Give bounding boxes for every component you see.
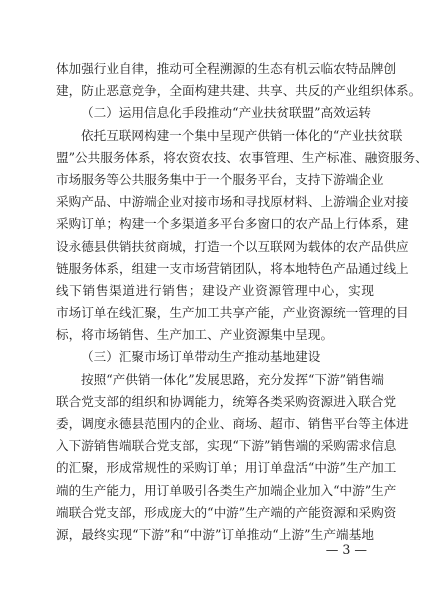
text-line: 盟”公共服务体系，将农资农技、农事管理、生产标准、融资服务、 xyxy=(56,149,428,165)
text-line: 入下游销售端联合党支部，实现“下游”销售端的采购需求信息 xyxy=(56,438,397,454)
page-number: — 3 — xyxy=(325,542,367,557)
text-line: 委，调度永德县范围内的企业、商场、超市、销售平台等主体进 xyxy=(56,416,409,431)
text-line: 线下销售渠道进行销售；建设产业资源管理中心，实现 xyxy=(56,282,374,298)
text-line: 联合党支部的组织和协调能力，统筹各类采购资源进入联合党 xyxy=(56,393,397,409)
section-heading: （三）汇聚市场订单带动生产推动基地建设 xyxy=(81,349,321,365)
text-line: 体加强行业自律，推动可全程溯源的生态有机云临农特品牌创 xyxy=(56,61,397,76)
text-line: 的汇聚，形成常规性的采购订单；用订单盘活“中游”生产加工 xyxy=(56,460,397,476)
paragraph-section-3 xyxy=(56,369,409,547)
section-heading-2 xyxy=(56,102,374,124)
text-line: 源，最终实现“下游”和“中游”订单推动“上游”生产端基地 xyxy=(56,526,374,542)
text-line: 设永德县供销扶贫商城，打造一个以互联网为载体的农产品供应 xyxy=(56,238,409,254)
text-line: 标，将市场销售、生产加工、产业资源集中呈现。 xyxy=(56,327,334,343)
text-line: 采购产品、中游端企业对接市场和寻找原材料、上游端企业对接 xyxy=(56,194,409,210)
text-line: 按照“产供销一体化”发展思路，充分发挥“下游”销售端 xyxy=(81,371,384,387)
text-line: 端的生产能力，用订单吸引各类生产加端企业加入“中游”生产 xyxy=(56,482,397,498)
text-line: 端联合党支部，形成庞大的“中游”生产端的产能资源和采购资 xyxy=(56,504,397,520)
text-line: 建，防止恶意竞争，全面构建共建、共享、共反的产业组织体系。 xyxy=(56,83,422,99)
text-line: 采购订单；构建一个多渠道多平台多窗口的农产品上行体系，建 xyxy=(56,216,409,232)
text-line: 链服务体系，组建一支市场营销团队，将本地特色产品通过线上 xyxy=(56,260,409,276)
section-heading: （二）运用信息化手段推动“产业扶贫联盟”高效运转 xyxy=(81,105,371,121)
text-line: 依托互联网构建一个集中呈现产供销一体化的“产业扶贫联 xyxy=(81,127,403,143)
paragraph-continuation xyxy=(56,58,422,102)
document-body xyxy=(56,58,428,546)
text-line: 市场服务等公共服务集中于一个服务平台，支持下游端企业 xyxy=(56,171,384,187)
section-heading-3 xyxy=(56,346,374,368)
paragraph-section-2 xyxy=(56,125,428,347)
text-line: 市场订单在线汇聚，生产加工共享产能，产业资源统一管理的目 xyxy=(56,305,409,321)
